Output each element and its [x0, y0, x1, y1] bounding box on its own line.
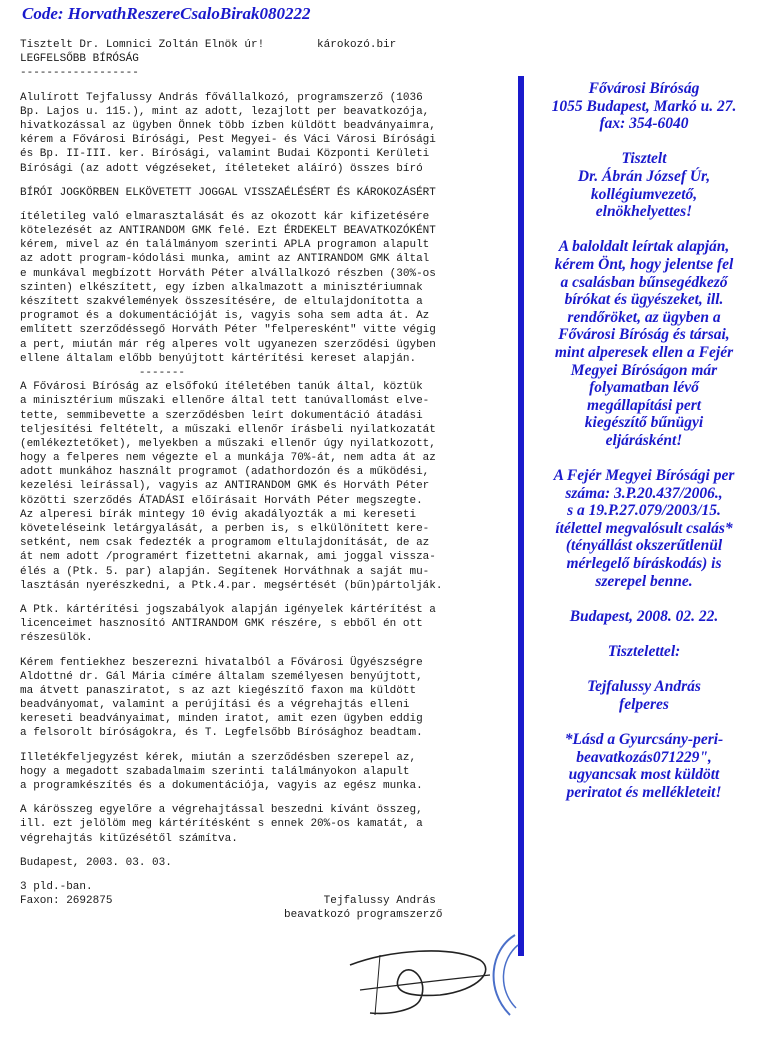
letter-line: Bírósági (az adott végzéseket, ítéleteket aláíró) összes bíró: [20, 162, 423, 175]
letter-line: kezelési leírással), vagyis az ANTIRANDOM GMK és Horváth Péter: [20, 480, 430, 493]
document-code: Code: HorvathReszereCsaloBirak080222: [22, 4, 311, 23]
letter-line: a pert, miután már rég alperes volt ugyanezen szerződési ügyben: [20, 338, 436, 351]
note-line: A baloldalt leírtak alapján,: [558, 238, 730, 256]
letter-line: az adott program-kódolási munka, amint az ANTIRANDOM GMK által: [20, 253, 430, 266]
note-line: Megyei Bíróságon már: [570, 361, 718, 379]
letter-line: kérem, mivel az én találmányom szerinti APLA programon alapult: [20, 239, 430, 252]
letter-blank: [20, 81, 520, 91]
vertical-divider: [518, 76, 524, 956]
letter-line: készített szakvélemények összesítésére, de eltulajdonította a: [20, 296, 423, 308]
note-line: a csalásban bűnsegédkező: [560, 273, 728, 291]
note-line: Budapest, 2008. 02. 22.: [569, 607, 719, 625]
letter-line: A kárösszeg egyelőre a végrehajtással beszedni kívánt összeg,: [20, 804, 423, 817]
letter-line: Faxon: 2692875 Tejfalussy András: [20, 895, 436, 908]
letter-line: A Ptk. kártérítési jogszabályok alapján igényelek kártérítést a: [20, 603, 436, 616]
letter-line: hivatkozással az ügyben Önnek több ízben küldött beadványaimra,: [20, 119, 436, 132]
note-blank: [530, 590, 758, 608]
note-blank: [530, 713, 758, 731]
note-line: kollégiumvezető,: [590, 185, 698, 203]
letter-line: kereseti beadványaimat, minden iratot, amit ezen ügyben eddig: [20, 713, 423, 726]
letter-line: licenceimet hasznosító ANTIRANDOM GMK részére, s ebből én ott: [20, 618, 423, 631]
letter-line: ------------------: [20, 67, 139, 80]
letter-line: hogy a megadott szabadalmaim szerinti találmányokon alapult: [20, 765, 410, 778]
letter-blank: [20, 176, 520, 186]
note-line: mérlegelő bíráskodás) is: [566, 555, 722, 573]
letter-line: lasztásán nyerészkedni, a Ptk.4.par. megsértését (bűn)pártolják.: [20, 579, 443, 592]
letter-line: Illetékfeljegyzést kérek, miután a szerződésben szerepel az,: [20, 751, 417, 764]
letter-line: ítéletileg való elmarasztalását és az okozott kár kifizetésére: [20, 210, 430, 223]
letter-line: Alulírott Tejfalussy András fővállalkozó, programszerző (1036: [20, 91, 423, 104]
note-blank: [530, 661, 758, 679]
signature-icon: [330, 935, 500, 1025]
note-line: elnökhelyettes!: [595, 203, 693, 221]
letter-line: Budapest, 2003. 03. 03.: [20, 856, 172, 869]
letter-line: Aldottné dr. Gál Mária címére általam személyesen benyújtott,: [20, 670, 423, 683]
letter-line: 3 pld.-ban.: [20, 880, 93, 893]
note-line: 1055 Budapest, Markó u. 27.: [551, 97, 737, 115]
typed-letter: [20, 38, 520, 923]
letter-blank: [20, 846, 520, 856]
note-line: száma: 3.P.20.437/2006.,: [565, 484, 723, 502]
letter-line: -------: [20, 366, 186, 379]
note-line: fax: 354-6040: [599, 115, 689, 133]
note-line: A Fejér Megyei Bírósági per: [553, 467, 735, 485]
letter-line: (emlékeztetőket), melyekben a műszaki ellenőr úgy nyilatkozott,: [20, 437, 436, 450]
letter-line: Az alperesi bírák mintegy 10 évig akadályozták a mi kereseti: [20, 508, 417, 521]
letter-blank: [20, 200, 520, 210]
letter-line: Kérem fentiekhez beszerezni hivatalból a Fővárosi Ügyészségre: [20, 656, 423, 669]
letter-line: a programkészítés és a dokumentációja, vagyis az egész munka.: [20, 780, 423, 792]
note-line: Fővárosi Bíróság: [588, 80, 700, 97]
note-line: Tisztelt: [621, 150, 667, 168]
note-blank: [530, 221, 758, 239]
letter-line: a felsorolt bíróságokra, és T. Legfelsőbb Bírósághoz beadtam.: [20, 727, 423, 740]
letter-line: és Bp. II-III. ker. Bírósági, valamint Budai Központi Kerületi: [20, 148, 430, 161]
letter-blank: [20, 646, 520, 656]
note-line: s a 19.P.27.079/2003/15.: [567, 502, 721, 520]
note-line: kérem Önt, hogy jelentse fel: [554, 255, 734, 273]
note-line: Tejfalussy András: [587, 678, 701, 696]
note-line: bírókat és ügyészeket, ill.: [564, 291, 724, 309]
letter-line: e munkával megbízott Horváth Péter alvállalkozó részben (30%-os: [20, 267, 436, 280]
note-line: folyamatban lévő: [589, 379, 699, 397]
note-line: (tényállást okszerűtlenül: [565, 537, 723, 555]
letter-line: kérem a Fővárosi Bírósági, Pest Megyei- és Váci Városi Bírósági: [20, 134, 436, 147]
letter-line: Tisztelt Dr. Lomnici Zoltán Elnök úr! károkozó.bir: [20, 39, 397, 51]
note-line: ugyancsak most küldött: [568, 766, 720, 784]
stamp-icon: [480, 930, 520, 1020]
note-line: szerepel benne.: [595, 572, 693, 590]
note-line: ítélettel megvalósult csalás*: [555, 519, 733, 537]
letter-blank: [20, 870, 520, 880]
note-line: Fővárosi Bíróság és társai,: [558, 326, 730, 344]
letter-blank: [20, 593, 520, 603]
handwritten-note: [530, 80, 758, 801]
note-line: kiegészítő bűnügyi: [584, 414, 704, 432]
note-line: felperes: [619, 695, 669, 713]
letter-line: beadványomat, valamint a perújítási és a végrehajtás elleni: [20, 699, 410, 712]
letter-line: adott munkához használt programot (adathordozón és a működési,: [20, 466, 430, 479]
letter-line: végrehajtás kitűzésétől számítva.: [20, 832, 238, 845]
letter-line: ma átvett panasziratot, s az azt kiegészítő faxon ma küldött: [20, 684, 417, 697]
letter-line: élés a (Ptk. 5. par) alapján. Segítenek Horváthnak a saját mu-: [20, 565, 430, 578]
letter-line: programot és a dokumentációját is, vagyis soha sem adta át. Az: [20, 310, 430, 323]
note-line: eljárásként!: [605, 431, 683, 449]
letter-line: BÍRÓI JOGKÖRBEN ELKÖVETETT JOGGAL VISSZAÉLÉSÉRT ÉS KÁROKOZÁSÉRT: [20, 186, 436, 199]
note-line: Dr. Ábrán József Úr,: [577, 167, 711, 185]
note-line: Tisztelettel:: [607, 643, 681, 660]
letter-line: ill. ezt jelölöm meg kártérítésként s ennek 20%-os kamatát, a: [20, 818, 423, 831]
note-line: megállapítási pert: [586, 396, 702, 414]
letter-line: Bp. Lajos u. 115.), mint az adott, lezajlott per beavatkozója,: [20, 105, 430, 118]
letter-line: tette, semmibevette a szerződésben leírt dokumentáció átadási: [20, 409, 423, 422]
letter-line: teljesítési feltételt, a műszaki ellenőr írásbeli nyilatkozatát: [20, 423, 436, 436]
letter-line: követeléseink letárgyalását, a perben is, s elkülönített kere-: [20, 523, 430, 535]
letter-line: részesülök.: [20, 632, 93, 645]
letter-line: hogy a felperes nem végezte el a munkája 70%-át, nem adta át az: [20, 452, 436, 465]
letter-line: ellene általam előbb benyújtott kártérítési kereset alapján.: [20, 352, 417, 365]
letter-line: szinten) elkészített, egy ízben alkalmazott a minisztériumnak: [20, 281, 423, 294]
note-blank: [530, 625, 758, 643]
letter-line: említett szerződéssegő Horváth Péter "felperesként" vitte végig: [20, 324, 436, 337]
letter-line: beavatkozó programszerző: [20, 909, 443, 922]
note-line: beavatkozás071229",: [576, 748, 712, 766]
letter-blank: [20, 793, 520, 803]
letter-line: A Fővárosi Bíróság az elsőfokú ítéletében tanúk által, köztük: [20, 381, 423, 394]
letter-line: LEGFELSŐBB BÍRÓSÁG: [20, 53, 139, 66]
note-line: *Lásd a Gyurcsány-peri-: [564, 730, 724, 748]
note-line: rendőröket, az ügyben a: [567, 308, 721, 326]
note-blank: [530, 449, 758, 467]
letter-line: kötelezését az ANTIRANDOM GMK felé. Ezt ÉRDEKELT BEAVATKOZÓKÉNT: [20, 225, 436, 238]
note-blank: [530, 133, 758, 151]
letter-line: setként, nem csak fedezték a programom eltulajdonítását, de az: [20, 537, 430, 550]
letter-line: közötti szerződés ÁTADÁSI előírásait Horváth Péter megszegte.: [20, 494, 423, 507]
letter-blank: [20, 741, 520, 751]
letter-line: a minisztérium műszaki ellenőre által tett tanúvallomást elve-: [20, 395, 430, 408]
note-line: periratot és mellékleteit!: [566, 783, 722, 801]
letter-line: át nem adott /programért fizettetni akarnak, ami joggal vissza-: [20, 551, 436, 564]
note-line: mint alperesek ellen a Fejér: [554, 343, 734, 361]
